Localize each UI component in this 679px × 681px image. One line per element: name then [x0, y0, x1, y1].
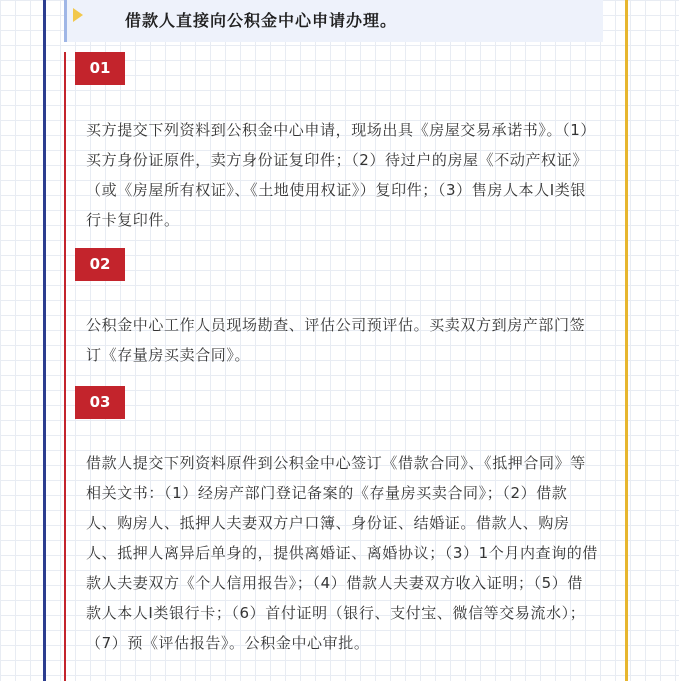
header-text: 借款人直接向公积金中心申请办理。: [125, 11, 398, 30]
step-text-02: 公积金中心工作人员现场勘查、评估公司预评估。买卖双方到房产部门签订《存量房买卖合同》。: [86, 316, 586, 364]
step-text-03: 借款人提交下列资料原件到公积金中心签订《借款合同》、《抵押合同》等相关文书：（1）经房产部门登记备案的《存量房买卖合同》；（2）借款人、购房人、抵押人夫妻双方户口簿、身份证、结婚证。借款人、购房人、抵押人离异后单身的，提供离婚证、离婚协议；（3）1个月内查询的借款人夫妻双方《个人信用报告》；（4）借款人夫妻双方收入证明；（5）借款人本人Ⅰ类银行卡；（6）首付证明（银行、支付宝、微信等交易流水）；（7）预《评估报告》。公积金中心审批。: [86, 454, 598, 652]
step-badge-02: 02: [75, 248, 125, 281]
step-badge-01: 01: [75, 52, 125, 85]
arrow-icon: [73, 8, 83, 22]
right-border-line: [625, 0, 628, 681]
step-text-01: 买方提交下列资料到公积金中心申请，现场出具《房屋交易承诺书》。（1）买方身份证原件，卖方身份证复印件；（2）待过户的房屋《不动产权证》（或《房屋所有权证》、《土地使用权证》）复印件；（3）售房人本人Ⅰ类银行卡复印件。: [86, 121, 596, 229]
timeline-line: [64, 52, 66, 681]
left-border-line: [43, 0, 46, 681]
step-badge-03: 03: [75, 386, 125, 419]
header-box: [64, 0, 603, 42]
